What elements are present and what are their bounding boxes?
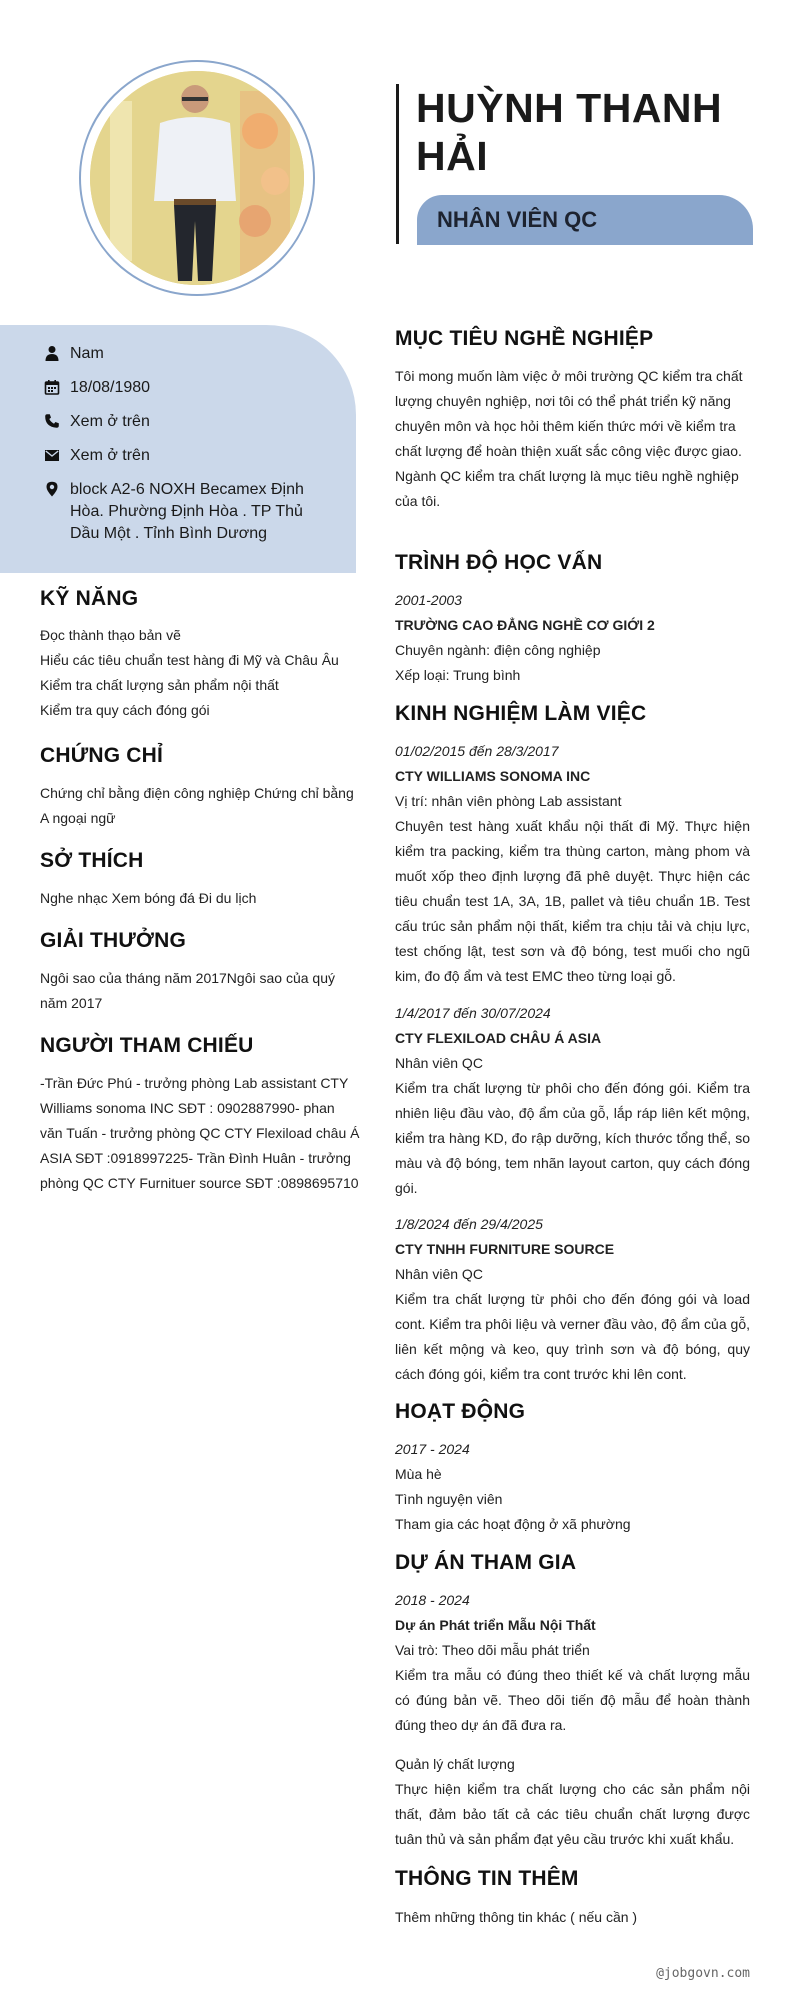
- job-company: CTY WILLIAMS SONOMA INC: [395, 768, 591, 784]
- contact-phone: [44, 411, 310, 433]
- education-entry: [395, 588, 750, 688]
- profile-photo-image: [90, 71, 304, 285]
- profile-photo: [79, 60, 315, 296]
- activity-entry: [395, 1437, 750, 1537]
- skill-item: Kiểm tra chất lượng sản phẩm nội thất: [40, 677, 279, 693]
- email-text: Xem ở trên: [70, 447, 150, 464]
- skill-item: Hiểu các tiêu chuẩn test hàng đi Mỹ và Châu Âu: [40, 652, 339, 668]
- calendar-icon: [44, 379, 60, 395]
- additional-title: THÔNG TIN THÊM: [395, 1867, 579, 1890]
- project-role: Vai trò: Theo dõi mẫu phát triển: [395, 1642, 590, 1658]
- job-role: Nhân viên QC: [395, 1055, 483, 1071]
- job-description: Kiểm tra chất lượng từ phôi cho đến đóng gói. Kiểm tra nhiên liệu đầu vào, độ ẩm của gỗ, lắp ráp liên kết mộng, kiểm tra hàng KD, đo rập dưỡng, kích thước tổng thể, so màu và độ bóng, tem nhãn layout carton, quy cách đóng gói.: [395, 1080, 750, 1196]
- activity-name: Mùa hè: [395, 1466, 442, 1482]
- job-description: Chuyên test hàng xuất khẩu nội thất đi Mỹ. Thực hiện kiểm tra packing, kiểm tra thùng carton, màng phom và muốt xốp theo định lượng đã phê duyệt. Thực hiện các tiêu chuẩn test 1A, 3A, 1B, pallet và tiêu chuẩn 1B. Test cấu trúc sản phẩm nội thất, kiểm tra chịu tải và chịu lực, test chống lật, test sơn và độ bóng, test muối cho ngũ kim, đo độ ẩm và test EMC theo từng loại gỗ.: [395, 818, 750, 984]
- job-company: CTY TNHH FURNITURE SOURCE: [395, 1241, 615, 1257]
- activities-title: HOẠT ĐỘNG: [395, 1400, 526, 1423]
- education-title: TRÌNH ĐỘ HỌC VẤN: [395, 551, 603, 574]
- contact-email: [44, 445, 310, 467]
- job-period: 1/8/2024 đến 29/4/2025: [395, 1216, 543, 1232]
- references-text: -Trần Đức Phú - trưởng phòng Lab assistant CTY Williams sonoma INC SĐT : 0902887990- phan văn Tuấn - trưởng phòng QC CTY Flexiload châu Á ASIA SĐT :0918997225- Trần Đình Huân - trưởng phòng QC CTY Furnituer source SĐT :0898695710: [40, 1075, 360, 1191]
- objective-text: Tôi mong muốn làm việc ở môi trường QC kiểm tra chất lượng chuyên nghiệp, nơi tôi có thể phát triển kỹ năng chuyên môn và học hỏi thêm kiến thức mới về kiểm tra chất lượng để hoàn thiện xuất sắc công việc được giao. Ngành QC kiểm tra chất lượng là mục tiêu nghề nghiệp của tôi.: [395, 368, 743, 509]
- objective-title: MỤC TIÊU NGHỀ NGHIỆP: [395, 327, 654, 350]
- project-description: Thực hiện kiểm tra chất lượng cho các sản phẩm nội thất, đảm bảo tất cả các tiêu chuẩn chất lượng được tuân thủ và sản phẩm đạt yêu cầu trước khi xuất khẩu.: [395, 1781, 750, 1847]
- project-role: Quản lý chất lượng: [395, 1756, 515, 1772]
- references-title: NGƯỜI THAM CHIẾU: [40, 1034, 254, 1057]
- job-title: NHÂN VIÊN QC: [437, 207, 598, 232]
- job-entry: [395, 1001, 750, 1201]
- skill-item: Đọc thành thạo bản vẽ: [40, 627, 181, 643]
- projects-title: DỰ ÁN THAM GIA: [395, 1551, 577, 1574]
- activity-description: Tham gia các hoạt động ở xã phường: [395, 1516, 631, 1532]
- education-period: 2001-2003: [395, 592, 462, 608]
- skill-item: Kiểm tra quy cách đóng gói: [40, 702, 210, 718]
- certificates-text: Chứng chỉ bằng điện công nghiệp Chứng chỉ bằng A ngoại ngữ: [40, 785, 354, 826]
- footer-watermark: @jobgovn.com: [656, 1966, 750, 1981]
- project-period: 2018 - 2024: [395, 1592, 470, 1608]
- job-role: Vị trí: nhân viên phòng Lab assistant: [395, 793, 622, 809]
- job-period: 01/02/2015 đến 28/3/2017: [395, 743, 559, 759]
- phone-text: Xem ở trên: [70, 413, 150, 430]
- awards-text: Ngôi sao của tháng năm 2017Ngôi sao của quý năm 2017: [40, 970, 335, 1011]
- skills-title: KỸ NĂNG: [40, 587, 139, 610]
- gender-text: Nam: [70, 345, 104, 362]
- project-description: Kiểm tra mẫu có đúng theo thiết kế và chất lượng mẫu có đúng bản vẽ. Theo dõi tiến độ mẫu để hoàn thành đúng theo dự án đã đưa ra.: [395, 1667, 750, 1733]
- hobbies-title: SỞ THÍCH: [40, 849, 144, 872]
- activity-period: 2017 - 2024: [395, 1441, 470, 1457]
- experience-title: KINH NGHIỆM LÀM VIỆC: [395, 702, 647, 725]
- job-title-badge: [417, 195, 753, 245]
- email-icon: [44, 447, 60, 463]
- dob-text: 18/08/1980: [70, 379, 151, 396]
- job-company: CTY FLEXILOAD CHÂU Á ASIA: [395, 1030, 602, 1046]
- project-name: Dự án Phát triển Mẫu Nội Thất: [395, 1617, 596, 1633]
- hobbies-text: Nghe nhạc Xem bóng đá Đi du lịch: [40, 890, 257, 906]
- contact-dob: [44, 377, 310, 399]
- location-pin-icon: [44, 481, 60, 497]
- skills-list: [40, 623, 360, 723]
- job-entry: [395, 739, 750, 989]
- contact-panel: [0, 325, 356, 573]
- additional-text: Thêm những thông tin khác ( nếu cần ): [395, 1909, 638, 1925]
- job-description: Kiểm tra chất lượng từ phôi cho đến đóng gói và load cont. Kiểm tra phôi liệu và verner đầu vào, độ ẩm của gỗ, liên kết mộng và keo, quy trình sơn và độ bóng, quy cách đóng gói, kiểm tra cont trước khi lên cont.: [395, 1291, 750, 1382]
- person-icon: [44, 345, 60, 361]
- job-entry: [395, 1212, 750, 1387]
- education-grade: Xếp loại: Trung bình: [395, 667, 521, 683]
- awards-title: GIẢI THƯỞNG: [40, 929, 187, 952]
- activity-role: Tình nguyện viên: [395, 1491, 503, 1507]
- contact-gender: [44, 343, 310, 365]
- job-role: Nhân viên QC: [395, 1266, 483, 1282]
- contact-address: [44, 479, 310, 545]
- full-name: HUỲNH THANH HẢI: [416, 85, 723, 179]
- name-block: [396, 84, 753, 244]
- address-text: block A2-6 NOXH Becamex Định Hòa. Phường Định Hòa . TP Thủ Dầu Một . Tỉnh Bình Dương: [70, 481, 304, 542]
- job-period: 1/4/2017 đến 30/07/2024: [395, 1005, 551, 1021]
- project-entry: [395, 1588, 750, 1852]
- education-major: Chuyên ngành: điện công nghiệp: [395, 642, 601, 658]
- education-school: TRƯỜNG CAO ĐẲNG NGHỀ CƠ GIỚI 2: [395, 617, 655, 633]
- phone-icon: [44, 413, 60, 429]
- certificates-title: CHỨNG CHỈ: [40, 744, 164, 767]
